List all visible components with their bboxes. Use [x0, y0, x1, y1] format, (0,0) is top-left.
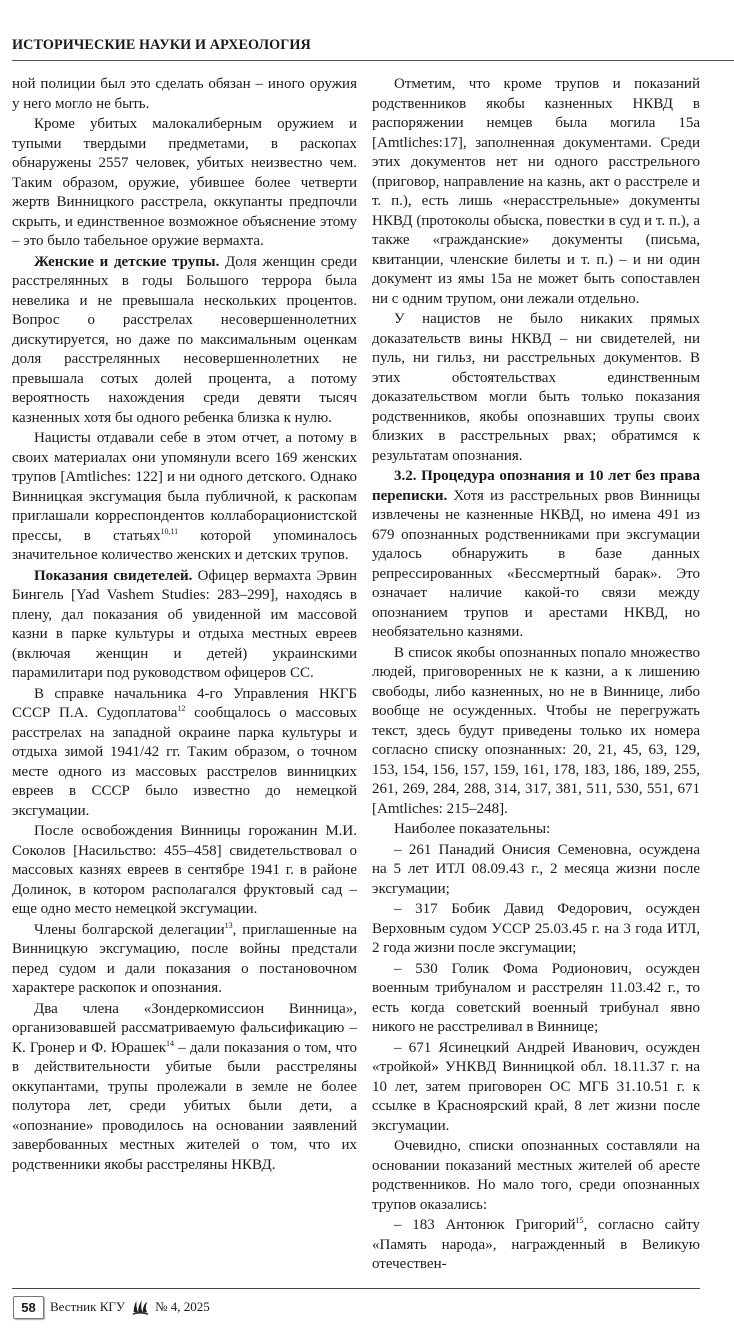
text-run: – дали показания о том, что в действительности убитые были расстреляны оккупантами, трупы пролежали в земле не более полутора лет, среди убитых были дети, а «опознание» проводилось на основании заявлений завербованных местных жителей о том, что их родственники якобы расстреляны НКВД. — [12, 1039, 357, 1173]
footer — [13, 1296, 734, 1319]
paragraph — [372, 467, 700, 643]
text-run: , согласно сайту «Память народа», награжденный в Великую отечествен- — [372, 1217, 701, 1272]
paragraph — [372, 310, 700, 466]
text-run: Хотя из расстрельных рвов Винницы извлечены не казненные НКВД, но имена 491 из 679 опознанных родственниками при эксгумации удалось обнаружить в базе данных репрессированных «Бессмертный барак». Это означает наличие какой-то связи между опознанием трупов и арестами НКВД, но необязательно казнями. — [372, 487, 700, 640]
body-columns — [12, 75, 700, 1276]
footnote-ref: 15 — [575, 1216, 584, 1225]
footnote-ref: 13 — [224, 920, 233, 930]
text-run: ной полиции был это сделать обязан – иного оружия у него могло не быть. — [12, 76, 357, 112]
paragraph — [372, 1039, 700, 1137]
text-run: Нацисты отдавали себе в этом отчет, а потому в своих материалах они упомянули всего 169 женских трупов [Amtliches: 122] и ни одного детского. Однако Винницкая эксгумация была публичной, к раскопам приглашали корреспондентов коллаборационистской прессы, в статьях — [12, 430, 357, 544]
run-in-heading: 3.2. Процедура опознания и 10 лет без права переписки. — [372, 468, 700, 504]
text-run: Отметим, что кроме трупов и показаний родственников якобы казненных НКВД в распоряжении немцев была могила 15а [Amtliches:17], заполненная документами. Среди этих документов нет ни одного расстрельного (приговор, направление на казнь, акт о расстреле и т. п.), есть лишь «нерасстрельные» документы НКВД (протоколы обыска, повестки в суд и т. п.), а также «гражданские» документы (письма, квитанции, членские билеты и т. п.) – и ни один документ из ямы 15а не может быть сопоставлен ни с одним трупом, они лежали отдельно. — [372, 76, 700, 307]
text-run: Очевидно, списки опознанных составляли на основании показаний местных жителей об аресте родственников. Но мало того, среди опознанных трупов оказались: — [372, 1138, 700, 1213]
paragraph — [12, 567, 357, 684]
page-header — [0, 0, 734, 54]
footnote-ref: 14 — [166, 1038, 175, 1048]
text-run: – 261 Панадий Онисия Семеновна, осуждена на 5 лет ИТЛ 08.09.43 г., 2 месяца жизни после эксгумации; — [372, 841, 700, 897]
left-column — [12, 75, 357, 1176]
text-run: сообщалось о массовых расстрелах на западной окраине парка культуры и отдыха зимой 1941/42 гг. Таким образом, о точном месте одного из массовых расстрелов винницких евреев в СССР было известно до немецкой эксгумации. — [12, 705, 357, 819]
paragraph — [12, 822, 357, 920]
run-in-heading: Женские и детские трупы. — [34, 253, 220, 270]
paragraph — [372, 900, 700, 959]
paragraph — [12, 685, 357, 822]
text-run: У нацистов не было никаких прямых доказательств вины НКВД – ни свидетелей, ни пуль, ни гильз, ни расстрельных документов. В этих обстоятельствах единственным доказательством могли быть только показания родственников, якобы опознавших трупы своих близких в расстрельных рвах; обратимся к результатам опознания. — [372, 311, 700, 464]
footnote-ref: 12 — [177, 704, 186, 713]
paragraph — [12, 253, 357, 429]
text-run: – 317 Бобик Давид Федорович, осужден Верховным судом УССР 25.03.45 г. на 3 года ИТЛ, 2 года жизни после эксгумации; — [372, 901, 700, 956]
text-run: – 530 Голик Фома Родионович, осужден военным трибуналом и расстрелян 11.03.42 г., то есть когда советский военный трибунал явно никого не расстреливал в Виннице; — [372, 960, 700, 1035]
running-head: ИСТОРИЧЕСКИЕ НАУКИ И АРХЕОЛОГИЯ — [12, 37, 311, 53]
text-run: , приглашенные на Винницкую эксгумацию, после войны предстали перед судом и дали показания о постановочном характере раскопок и опознания. — [12, 921, 357, 996]
paragraph — [372, 1137, 700, 1215]
paragraph — [372, 75, 700, 309]
text-run: – 671 Ясинецкий Андрей Иванович, осужден «тройкой» УНКВД Винницкой обл. 18.11.37 г. на 10 лет, затем приговорен ОС МГБ 31.10.51 г. к ссылке в Красноярский край, 8 лет жизни после эксгумации. — [372, 1039, 700, 1134]
kgu-logo-icon — [131, 1298, 149, 1316]
paragraph — [372, 1216, 700, 1275]
paragraph — [372, 960, 700, 1038]
text-run: которой упоминалось значительное количество женских и детских трупов. — [12, 527, 357, 563]
footnote-ref: 10,11 — [160, 526, 179, 536]
paragraph — [372, 644, 700, 820]
text-run: Доля женщин среди расстрелянных в годы Большого террора была невелика и не превышала нескольких процентов. Вопрос о расстрелах несовершеннолетних дискутируется, но даже по максимальным оценкам доля расстрелянных несовершеннолетних не превышала сотых долей процента, а потому вероятность нахождения среди девяти тысяч казненных хотя бы одного ребенка близка к нулю. — [12, 253, 357, 426]
paragraph — [12, 115, 357, 252]
text-run: Наиболее показательны: — [394, 821, 551, 837]
page-number: 58 — [13, 1296, 44, 1319]
text-run: В справке начальника 4-го Управления НКГБ СССР П.А. Судоплатова — [12, 685, 357, 721]
paragraph — [372, 820, 700, 840]
text-run: Два члена «Зондеркомиссион Винница», организовавшей рассматриваемую фальсификацию – К. Гронер и Ф. Юрашек — [12, 1000, 357, 1056]
paragraph — [12, 75, 357, 114]
header-divider — [12, 60, 734, 61]
text-run: Члены болгарской делегации — [34, 921, 225, 938]
text-run: Офицер вермахта Эрвин Бингель [Yad Vashem Studies: 283–299], находясь в плену, дал показания об увиденной им массовой казни в парке культуры и отдыха местных евреев (включая женщин и детей) украинскими парамилитари под руководством офицеров СС. — [12, 567, 357, 681]
issue-number: № 4, 2025 — [155, 1299, 210, 1314]
text-run: Кроме убитых малокалиберным оружием и тупыми твердыми предметами, в раскопах обнаружены 2557 человек, убитых неизвестно чем. Таким образом, оружие, убившее более четверти жертв Винницкого расстрела, оккупанты предпочли скрыть, и единственное возможное объяснение этому – это было табельное оружие вермахта. — [12, 116, 357, 249]
text-run: После освобождения Винницы горожанин М.И. Соколов [Насильство: 455–458] свидетельствовал о массовых казнях евреев в сентябре 1941 г. в районе Долинок, в котором располагался фруктовый сад – еще одно место немецкой эксгумации. — [12, 823, 357, 917]
paragraph — [12, 429, 357, 566]
run-in-heading: Показания свидетелей. — [34, 567, 193, 584]
text-run: В список якобы опознанных попало множество людей, приговоренных не к казни, а к лишению свободы, либо казненных, но не в Виннице, либо вообще не осужденных. Чтобы не перегружать текст, здесь будут приведены только их номера согласно списку опознанных: 20, 21, 45, 63, 129, 153, 154, 156, 157, 159, 161, 178, 183, 186, 189, 255, 261, 269, 284, 288, 314, 317, 381, 511, 530, 551, 671 [Amtliches: 215–248]. — [372, 644, 700, 817]
paragraph — [12, 1000, 357, 1176]
paragraph — [12, 921, 357, 999]
journal-name: Вестник КГУ — [50, 1299, 126, 1314]
text-run: – 183 Антонюк Григорий — [394, 1217, 576, 1233]
footer-divider — [12, 1288, 700, 1289]
paragraph — [372, 841, 700, 900]
right-column — [372, 75, 700, 1276]
